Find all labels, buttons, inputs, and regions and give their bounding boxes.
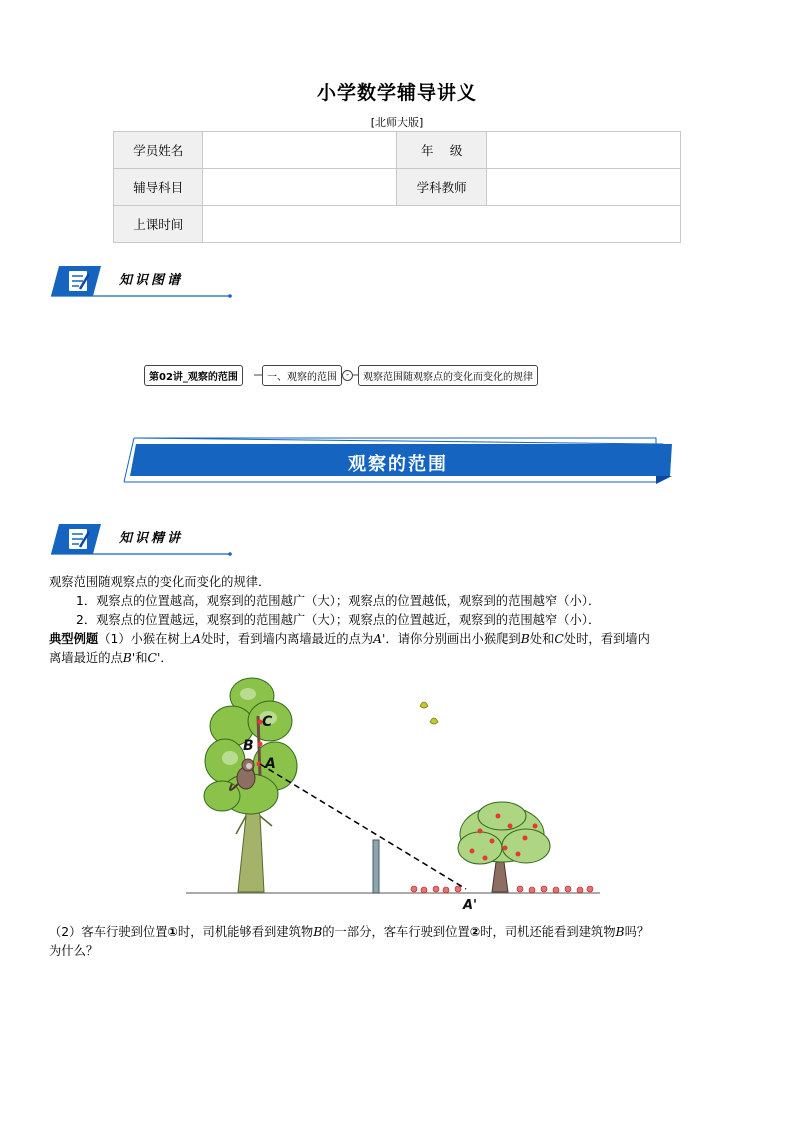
- point-b: [258, 742, 263, 747]
- subject-label: 辅导科目: [114, 169, 203, 206]
- mind-map-root[interactable]: 第02讲_观察的范围: [144, 365, 243, 386]
- wall: [373, 840, 379, 893]
- example-question-2: （2）客车行驶到位置①时，司机能够看到建筑物B的一部分，客车行驶到位置②时，司机还能看到建筑物B吗？: [49, 925, 650, 939]
- section-header-knowledge-explain: [49, 522, 234, 558]
- banner-title: 观察的范围: [348, 454, 448, 475]
- grade-field[interactable]: [486, 132, 680, 169]
- label-c: C: [262, 714, 273, 730]
- example-label: 典型例题: [49, 632, 99, 646]
- label-b: B: [243, 738, 254, 754]
- class-time-label: 上课时间: [114, 206, 203, 243]
- mind-map-node-range[interactable]: 一、观察的范围: [262, 365, 342, 386]
- grade-label: 年 级: [397, 132, 486, 169]
- section-title: 知识精讲: [119, 531, 184, 546]
- example-question-2-line2: 为什么？: [49, 944, 99, 958]
- teacher-field[interactable]: [486, 169, 680, 206]
- example-question-1-line2: 离墙最近的点B'和C'．: [49, 651, 173, 665]
- subject-field[interactable]: [203, 169, 397, 206]
- monkey-tree-illustration: [180, 666, 605, 914]
- intro-text: 观察范围随观察点的变化而变化的规律．: [49, 575, 271, 589]
- page-title: 小学数学辅导讲义: [316, 82, 477, 104]
- example-question-1: 典型例题（1）小猴在树上A处时，看到墙内离墙最近的点为A'．请你分别画出小猴爬到B处和C处时，看到墙内: [49, 632, 650, 646]
- label-a-prime: A': [463, 898, 478, 913]
- rule-1: 1．观察点的位置越高，观察到的范围越广（大）；观察点的位置越低，观察到的范围越窄（小）．: [76, 594, 601, 608]
- edition-label: [北师大版]: [370, 116, 424, 129]
- student-name-field[interactable]: [203, 132, 397, 169]
- section-title: 知识图谱: [119, 273, 184, 288]
- mind-map: [142, 360, 542, 390]
- sight-line: [260, 764, 466, 889]
- collapse-toggle[interactable]: -: [342, 370, 353, 381]
- student-name-label: 学员姓名: [114, 132, 203, 169]
- section-header-knowledge-map: [49, 264, 234, 300]
- mind-map-node-rule[interactable]: 观察范围随观察点的变化而变化的规律: [358, 365, 538, 386]
- label-a: A: [265, 756, 276, 772]
- class-time-field[interactable]: [203, 206, 681, 243]
- rule-2: 2．观察点的位置越远，观察到的范围越广（大）；观察点的位置越近，观察到的范围越窄（小）．: [76, 613, 601, 627]
- topic-banner: [122, 436, 674, 484]
- teacher-label: 学科教师: [397, 169, 486, 206]
- student-info-table: [113, 131, 681, 243]
